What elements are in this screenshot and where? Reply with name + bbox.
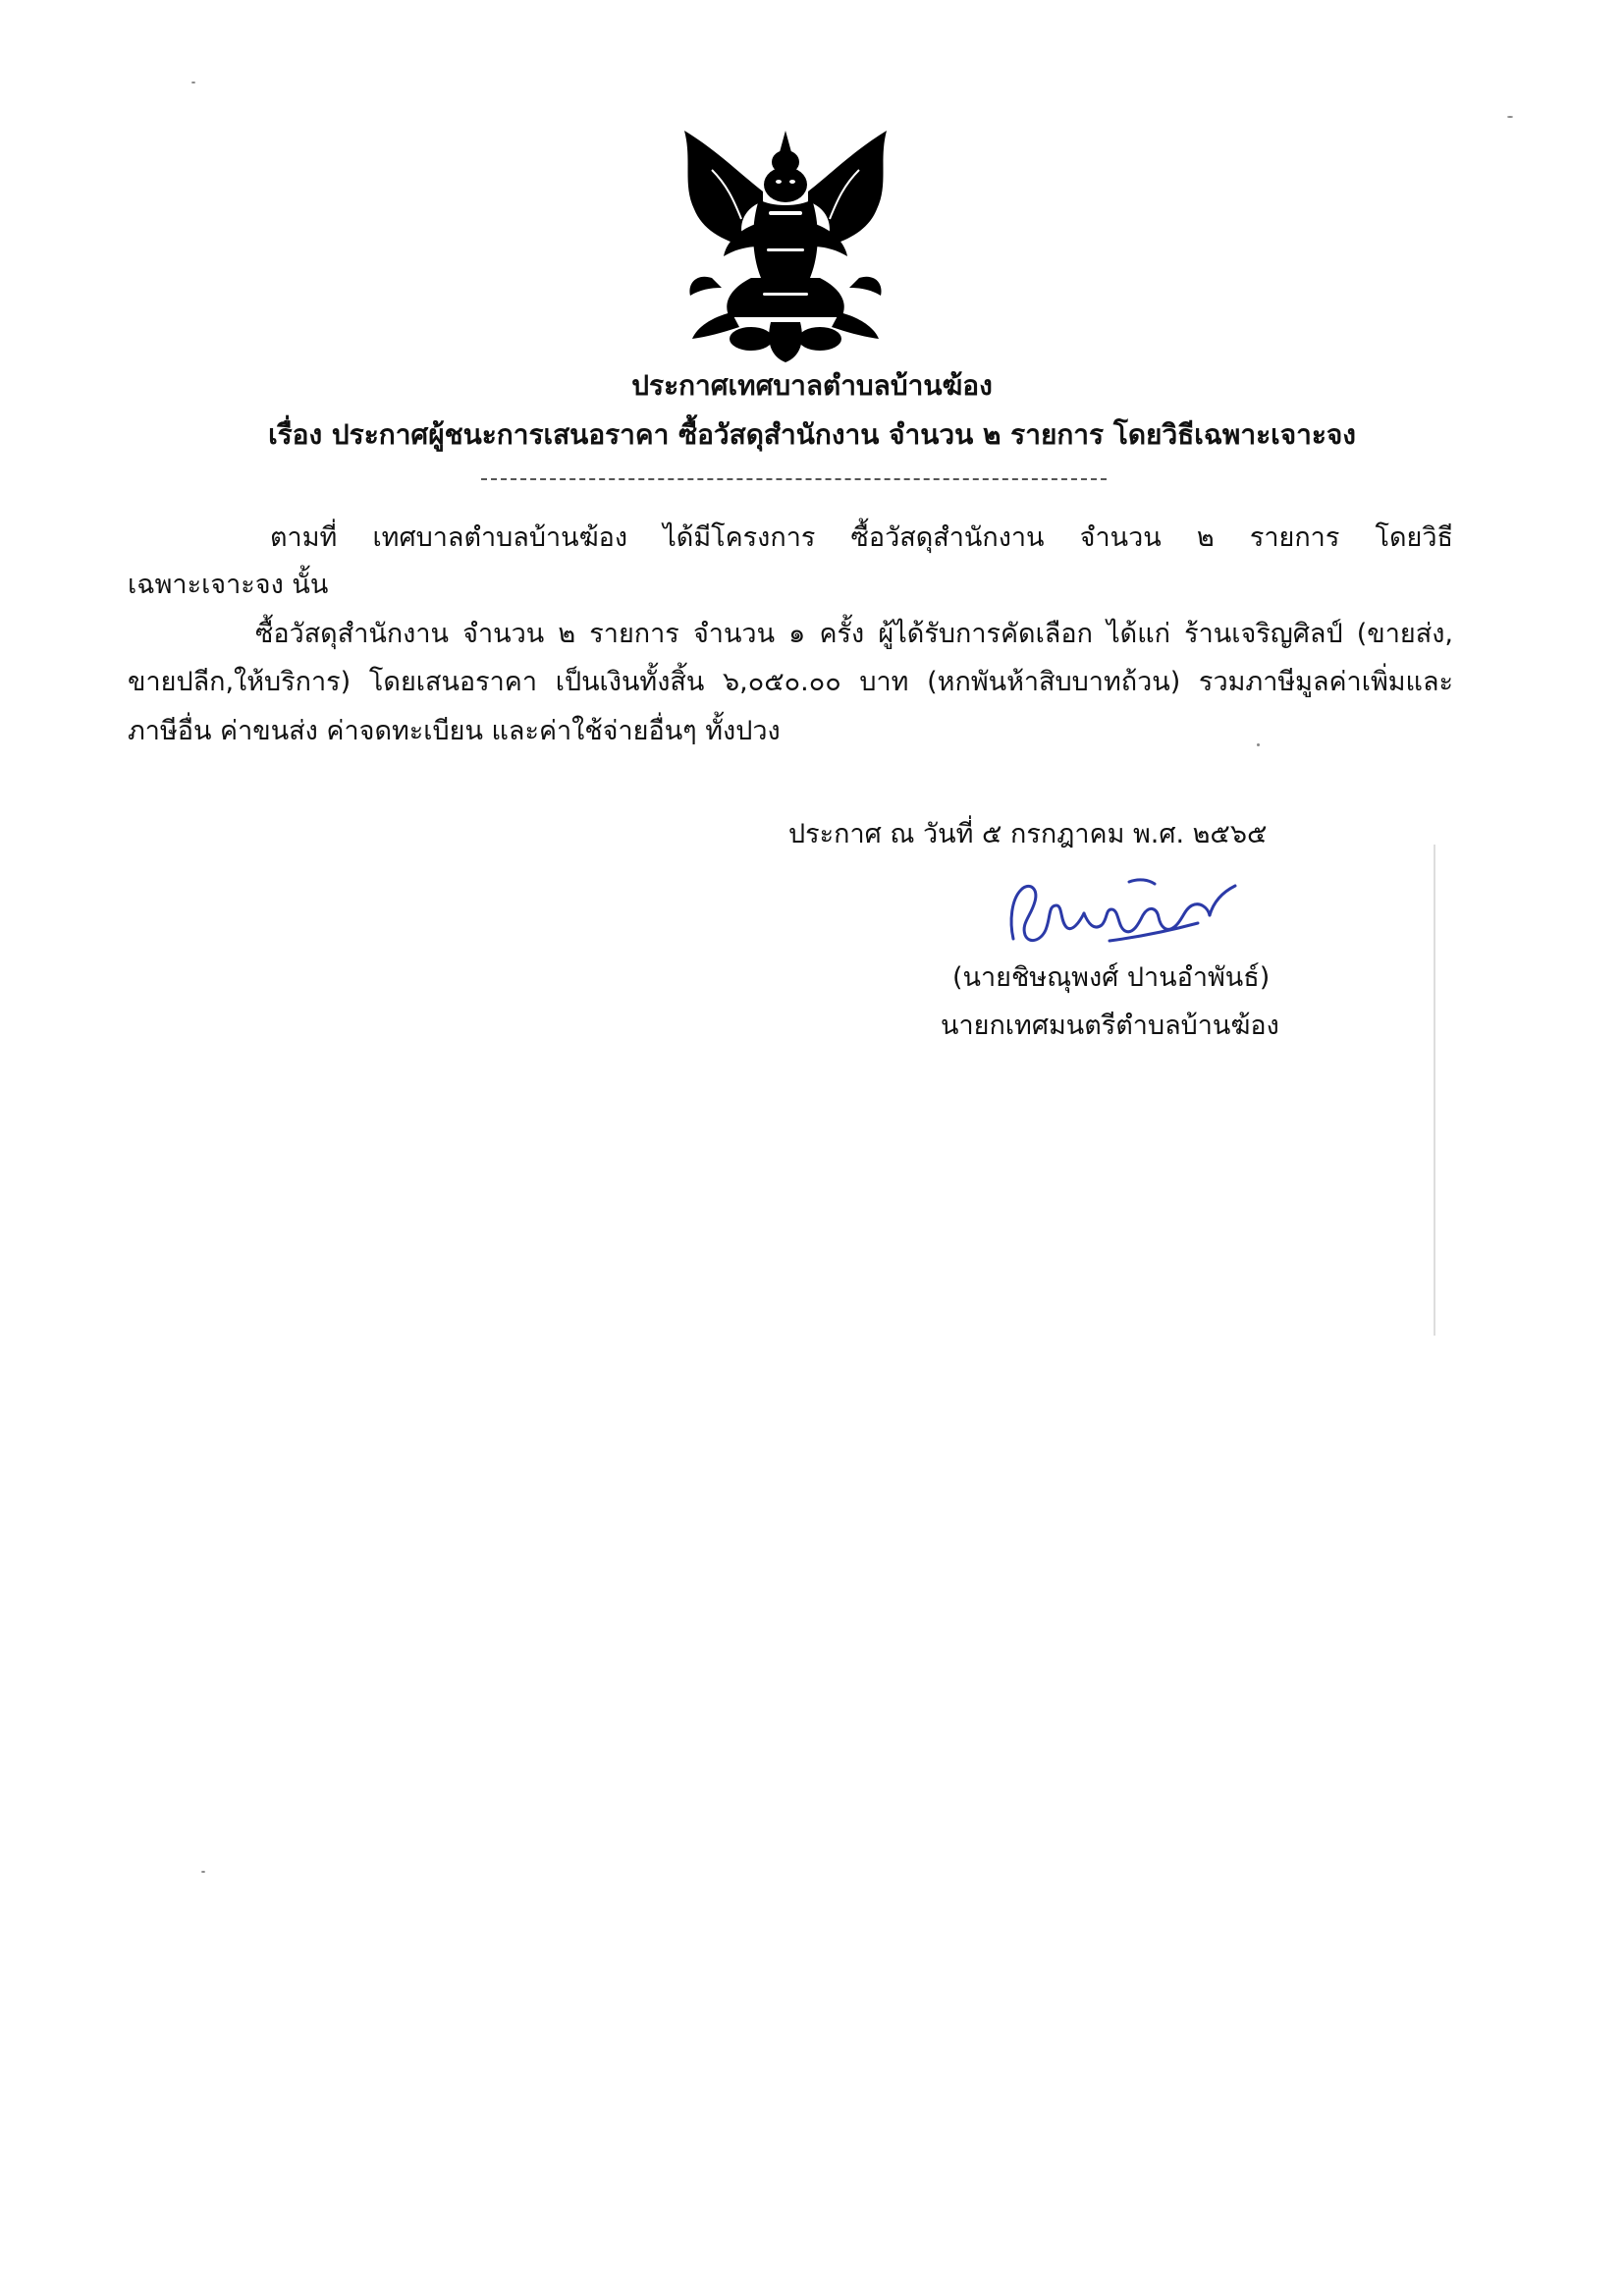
signatory-name: (นายชิษณุพงศ์ ปานอำพันธ์)	[952, 962, 1271, 993]
paragraph-1-line-1: ตามที่ เทศบาลตำบลบ้านฆ้อง ได้มีโครงการ ซื้อวัสดุสำนักงาน จำนวน ๒ รายการ โดยวิธี	[270, 522, 1453, 553]
scan-speck	[191, 82, 195, 83]
garuda-emblem-icon	[673, 131, 898, 362]
signatory-position: นายกเทศมนตรีตำบลบ้านฆ้อง	[941, 1011, 1279, 1041]
header-divider	[481, 478, 1107, 480]
handwritten-signature-icon	[992, 862, 1247, 960]
paragraph-2-line-3: ภาษีอื่น ค่าขนส่ง ค่าจดทะเบียน และค่าใช้จ่ายอื่นๆ ทั้งปวง	[128, 716, 781, 746]
scan-speck	[1257, 743, 1260, 746]
paragraph-1-line-2: เฉพาะเจาะจง นั้น	[128, 570, 329, 600]
subject-title: เรื่อง ประกาศผู้ชนะการเสนอราคา ซื้อวัสดุสำนักงาน จำนวน ๒ รายการ โดยวิธีเฉพาะเจาะจง	[268, 418, 1356, 451]
scan-speck	[1507, 116, 1513, 118]
paragraph-2-line-2: ขายปลีก,ให้บริการ) โดยเสนอราคา เป็นเงินทั้งสิ้น ๖,๐๕๐.๐๐ บาท (หกพันห้าสิบบาทถ้วน) รวมภาษีมูลค่าเพิ่มและ	[128, 667, 1453, 697]
paragraph-2-line-1: ซื้อวัสดุสำนักงาน จำนวน ๒ รายการ จำนวน ๑ ครั้ง ผู้ได้รับการคัดเลือก ได้แก่ ร้านเจริญศิลป์ (ขายส่ง,	[255, 619, 1453, 649]
organization-title: ประกาศเทศบาลตำบลบ้านฆ้อง	[631, 369, 993, 402]
scan-speck	[201, 1871, 205, 1873]
scan-bleed-line	[1434, 845, 1435, 1336]
announcement-date: ประกาศ ณ วันที่ ๕ กรกฎาคม พ.ศ. ๒๕๖๕	[788, 819, 1268, 849]
